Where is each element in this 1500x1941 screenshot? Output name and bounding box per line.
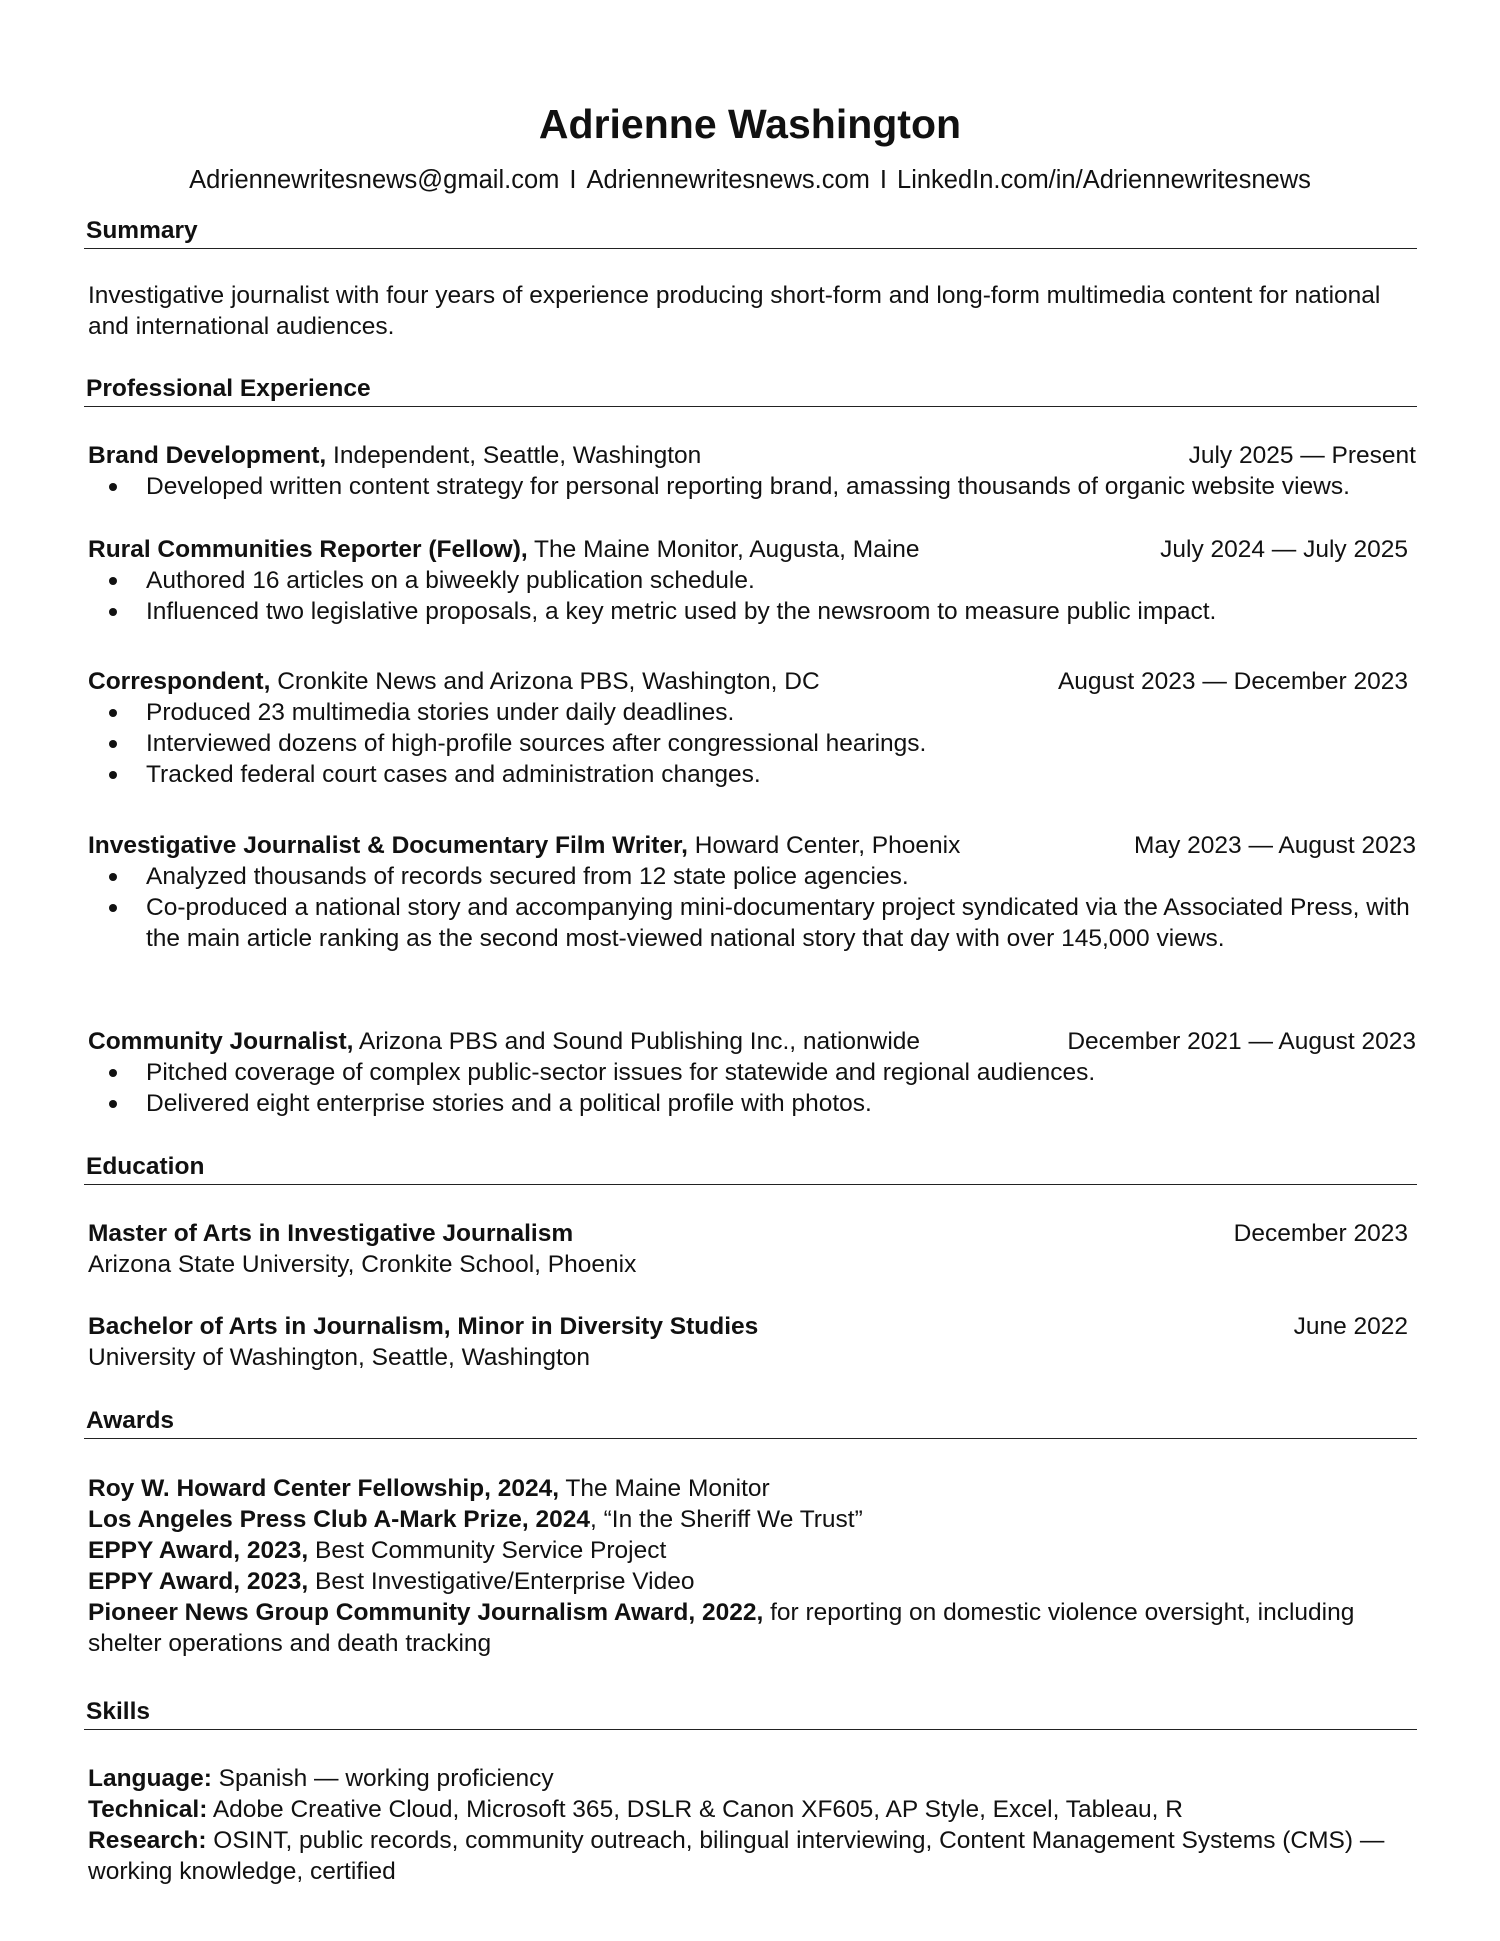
bullet-text: Interviewed dozens of high-profile sources after congressional hearings. bbox=[146, 730, 927, 757]
skill-label: Technical: bbox=[88, 1796, 208, 1823]
job-title: Brand Development, bbox=[88, 442, 327, 469]
email-link[interactable]: Adriennewritesnews@gmail.com bbox=[189, 166, 560, 194]
degree-entry bbox=[88, 1218, 1416, 1280]
bullet-text: Produced 23 multimedia stories under daily deadlines. bbox=[146, 699, 735, 726]
bullet-text: Pitched coverage of complex public-sector issues for statewide and regional audiences. bbox=[146, 1059, 1096, 1086]
job-entry bbox=[88, 534, 1416, 627]
awards-list bbox=[88, 1473, 1416, 1659]
job-org: Howard Center, Phoenix bbox=[687, 832, 961, 859]
contact-line bbox=[0, 164, 1500, 196]
award-detail: for reporting on domestic violence oversight, including shelter operations and death tracking bbox=[88, 1599, 1355, 1657]
bullet-icon bbox=[109, 577, 117, 585]
award-item bbox=[88, 1566, 1416, 1597]
skills-heading: Skills bbox=[86, 1698, 151, 1725]
award-detail: Best Investigative/Enterprise Video bbox=[308, 1568, 695, 1595]
degree-entry bbox=[88, 1311, 1416, 1373]
skill-label: Research: bbox=[88, 1827, 207, 1854]
website-link[interactable]: Adriennewritesnews.com bbox=[586, 166, 870, 194]
school-name: Arizona State University, Cronkite School, Phoenix bbox=[88, 1251, 637, 1278]
job-entry bbox=[88, 666, 1416, 790]
awards-heading: Awards bbox=[86, 1407, 175, 1434]
award-item bbox=[88, 1473, 1416, 1504]
job-org: Independent, Seattle, Washington bbox=[326, 442, 702, 469]
job-title: Investigative Journalist & Documentary Film Writer, bbox=[88, 832, 688, 859]
job-entry bbox=[88, 830, 1416, 954]
job-bullet bbox=[88, 596, 1416, 627]
skill-label: Language: bbox=[88, 1765, 212, 1792]
bullet-icon bbox=[109, 608, 117, 616]
experience-heading: Professional Experience bbox=[86, 375, 371, 402]
skill-value: OSINT, public records, community outreach, bilingual interviewing, Content Management Systems (CMS) — working knowledge, certified bbox=[88, 1827, 1385, 1885]
job-bullet bbox=[88, 861, 1416, 892]
job-bullet bbox=[88, 892, 1416, 954]
award-name: EPPY Award, 2023, bbox=[88, 1537, 309, 1564]
bullet-text: Analyzed thousands of records secured from 12 state police agencies. bbox=[146, 863, 909, 890]
job-bullet bbox=[88, 1088, 1416, 1119]
bullet-text: Delivered eight enterprise stories and a political profile with photos. bbox=[146, 1090, 872, 1117]
award-detail: The Maine Monitor bbox=[559, 1475, 770, 1502]
bullet-icon bbox=[109, 771, 117, 779]
bullet-icon bbox=[109, 1100, 117, 1108]
bullet-icon bbox=[109, 873, 117, 881]
skill-item bbox=[88, 1825, 1416, 1887]
section-divider bbox=[84, 248, 1417, 249]
job-org: The Maine Monitor, Augusta, Maine bbox=[527, 536, 920, 563]
summary-heading: Summary bbox=[86, 217, 198, 244]
job-bullet bbox=[88, 565, 1416, 596]
skill-item bbox=[88, 1763, 1416, 1794]
job-header bbox=[88, 534, 1416, 565]
job-dates: December 2021 — August 2023 bbox=[1067, 1028, 1416, 1055]
award-name: Pioneer News Group Community Journalism Award, 2022, bbox=[88, 1599, 764, 1626]
section-divider bbox=[84, 406, 1417, 407]
job-bullet bbox=[88, 697, 1416, 728]
bullet-text: Tracked federal court cases and administration changes. bbox=[146, 761, 761, 788]
skill-item bbox=[88, 1794, 1416, 1825]
section-divider bbox=[84, 1729, 1417, 1730]
job-org: Arizona PBS and Sound Publishing Inc., nationwide bbox=[353, 1028, 921, 1055]
job-title: Rural Communities Reporter (Fellow), bbox=[88, 536, 528, 563]
degree-date: June 2022 bbox=[1293, 1313, 1408, 1340]
linkedin-link[interactable]: LinkedIn.com/in/Adriennewritesnews bbox=[897, 166, 1311, 194]
contact-separator: I bbox=[569, 166, 577, 194]
degree-title: Bachelor of Arts in Journalism, Minor in Diversity Studies bbox=[88, 1313, 759, 1340]
job-bullet bbox=[88, 759, 1416, 790]
section-divider bbox=[84, 1438, 1417, 1439]
award-detail: , “In the Sheriff We Trust” bbox=[590, 1506, 863, 1533]
award-name: Roy W. Howard Center Fellowship, 2024, bbox=[88, 1475, 560, 1502]
award-name: EPPY Award, 2023, bbox=[88, 1568, 309, 1595]
award-item bbox=[88, 1535, 1416, 1566]
award-item bbox=[88, 1597, 1416, 1659]
education-heading: Education bbox=[86, 1153, 205, 1180]
bullet-text: Co-produced a national story and accompanying mini-documentary project syndicated via the Associated Press, with the main article ranking as the second most-viewed national story that day with over 145,000 views. bbox=[146, 894, 1410, 952]
job-header bbox=[88, 440, 1416, 471]
job-title: Community Journalist, bbox=[88, 1028, 354, 1055]
section-divider bbox=[84, 1184, 1417, 1185]
bullet-icon bbox=[109, 740, 117, 748]
skill-value: Adobe Creative Cloud, Microsoft 365, DSLR & Canon XF605, AP Style, Excel, Tableau, R bbox=[207, 1796, 1183, 1823]
award-detail: Best Community Service Project bbox=[308, 1537, 667, 1564]
skill-value: Spanish — working proficiency bbox=[211, 1765, 554, 1792]
degree-title: Master of Arts in Investigative Journalism bbox=[88, 1220, 574, 1247]
degree-date: December 2023 bbox=[1233, 1220, 1408, 1247]
skills-list bbox=[88, 1763, 1416, 1887]
school-name: University of Washington, Seattle, Washington bbox=[88, 1344, 591, 1371]
bullet-icon bbox=[109, 904, 117, 912]
award-item bbox=[88, 1504, 1416, 1535]
job-dates: July 2024 — July 2025 bbox=[1160, 536, 1408, 563]
bullet-icon bbox=[109, 1069, 117, 1077]
job-header bbox=[88, 1026, 1416, 1057]
job-entry bbox=[88, 440, 1416, 502]
job-bullet bbox=[88, 728, 1416, 759]
job-dates: August 2023 — December 2023 bbox=[1057, 668, 1408, 695]
summary-text: Investigative journalist with four years of experience producing short-form and long-form multimedia content for national and international audiences. bbox=[88, 282, 1381, 340]
job-dates: July 2025 — Present bbox=[1188, 442, 1416, 469]
award-name: Los Angeles Press Club A-Mark Prize, 2024 bbox=[88, 1506, 590, 1533]
bullet-text: Influenced two legislative proposals, a key metric used by the newsroom to measure public impact. bbox=[146, 598, 1217, 625]
contact-separator: I bbox=[879, 166, 888, 194]
job-org: Cronkite News and Arizona PBS, Washington, DC bbox=[270, 668, 820, 695]
job-dates: May 2023 — August 2023 bbox=[1134, 832, 1416, 859]
bullet-text: Authored 16 articles on a biweekly publication schedule. bbox=[146, 567, 755, 594]
degree-header bbox=[88, 1311, 1416, 1342]
degree-header bbox=[88, 1218, 1416, 1249]
bullet-icon bbox=[109, 483, 117, 491]
job-header bbox=[88, 830, 1416, 861]
job-entry bbox=[88, 1026, 1416, 1119]
job-header bbox=[88, 666, 1416, 697]
job-bullet bbox=[88, 1057, 1416, 1088]
bullet-icon bbox=[109, 709, 117, 717]
candidate-name: Adrienne Washington bbox=[538, 101, 962, 147]
bullet-text: Developed written content strategy for personal reporting brand, amassing thousands of organic website views. bbox=[146, 473, 1350, 500]
job-bullet bbox=[88, 471, 1416, 502]
job-title: Correspondent, bbox=[88, 668, 271, 695]
